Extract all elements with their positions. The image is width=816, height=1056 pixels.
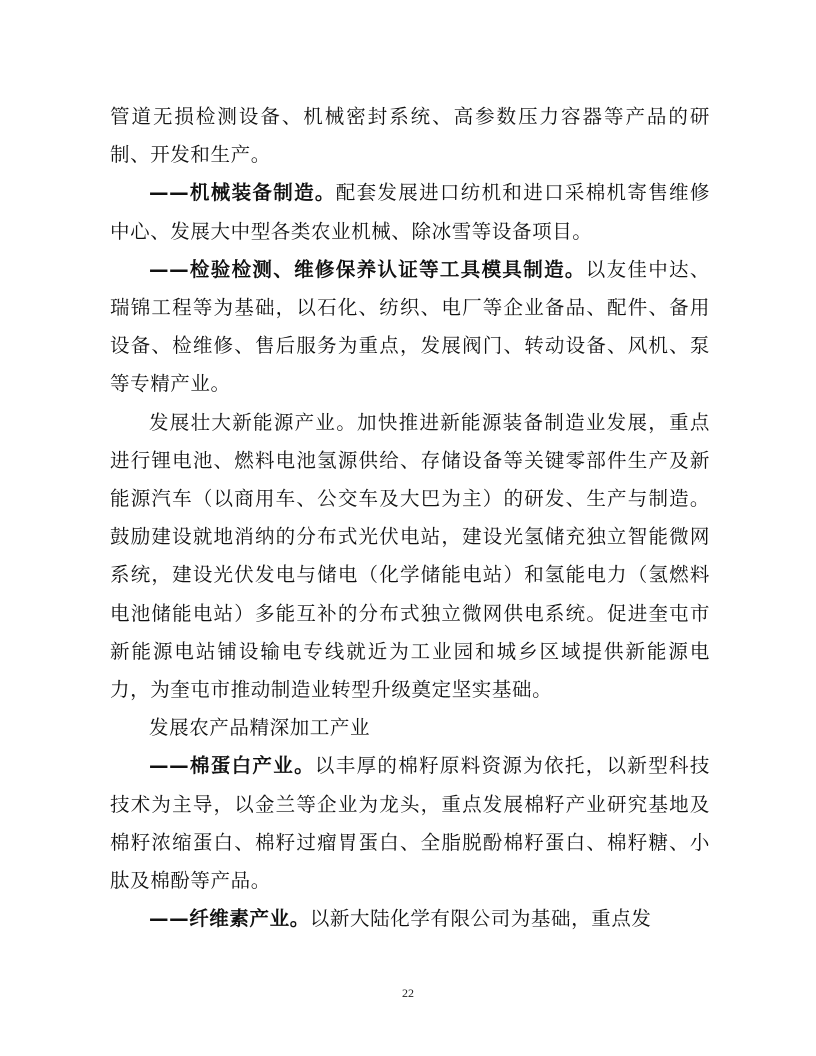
- paragraph-2-text: 配套发展进口纺机和进口采棉机寄售维修中心、发展大中型各类农业机械、除冰雪等设备项目。: [110, 181, 710, 243]
- paragraph-3-text: 以友佳中达、瑞锦工程等为基础，以石化、纺织、电厂等企业备品、配件、备用设备、检维修、售后服务为重点，发展阀门、转动设备、风机、泵等专精产业。: [110, 257, 710, 396]
- paragraph-7-text: 以新大陆化学有限公司为基础，重点发: [309, 907, 652, 931]
- paragraph-5-text: 发展农产品精深加工产业: [149, 716, 371, 740]
- paragraph-2-heading: ——机械装备制造。: [149, 181, 336, 205]
- paragraph-7: [110, 900, 710, 938]
- paragraph-3: [110, 251, 710, 404]
- paragraph-6-heading: ——棉蛋白产业。: [149, 754, 315, 778]
- paragraph-4-text: 发展壮大新能源产业。加快推进新能源装备制造业发展，重点进行锂电池、燃料电池氢源供给、存储设备等关键零部件生产及新能源汽车（以商用车、公交车及大巴为主）的研发、生产与制造。鼓励建设就地消纳的分布式光伏电站，建设光氢储充独立智能微网系统，建设光伏发电与储电（化学储能电站）和氢能电力（氢燃料电池储能电站）多能互补的分布式独立微网供电系统。促进奎屯市新能源电站铺设输电专线就近为工业园和城乡区域提供新能源电力，为奎屯市推动制造业转型升级奠定坚实基础。: [110, 410, 710, 702]
- page-number: 22: [402, 986, 414, 1000]
- paragraph-2: [110, 174, 710, 250]
- paragraph-1: [110, 98, 710, 174]
- paragraph-7-heading: ——纤维素产业。: [149, 907, 310, 931]
- paragraph-6-text: 以丰厚的棉籽原料资源为依托，以新型科技技术为主导，以金兰等企业为龙头，重点发展棉籽产业研究基地及棉籽浓缩蛋白、棉籽过瘤胃蛋白、全脂脱酚棉籽蛋白、棉籽糖、小肽及棉酚等产品。: [110, 754, 710, 893]
- paragraph-5: [110, 709, 710, 747]
- paragraph-6: [110, 747, 710, 900]
- paragraph-1-text: 管道无损检测设备、机械密封系统、高参数压力容器等产品的研制、开发和生产。: [110, 105, 710, 167]
- paragraph-4: [110, 404, 710, 710]
- paragraph-3-heading: ——检验检测、维修保养认证等工具模具制造。: [149, 257, 586, 281]
- page-body: [110, 98, 710, 938]
